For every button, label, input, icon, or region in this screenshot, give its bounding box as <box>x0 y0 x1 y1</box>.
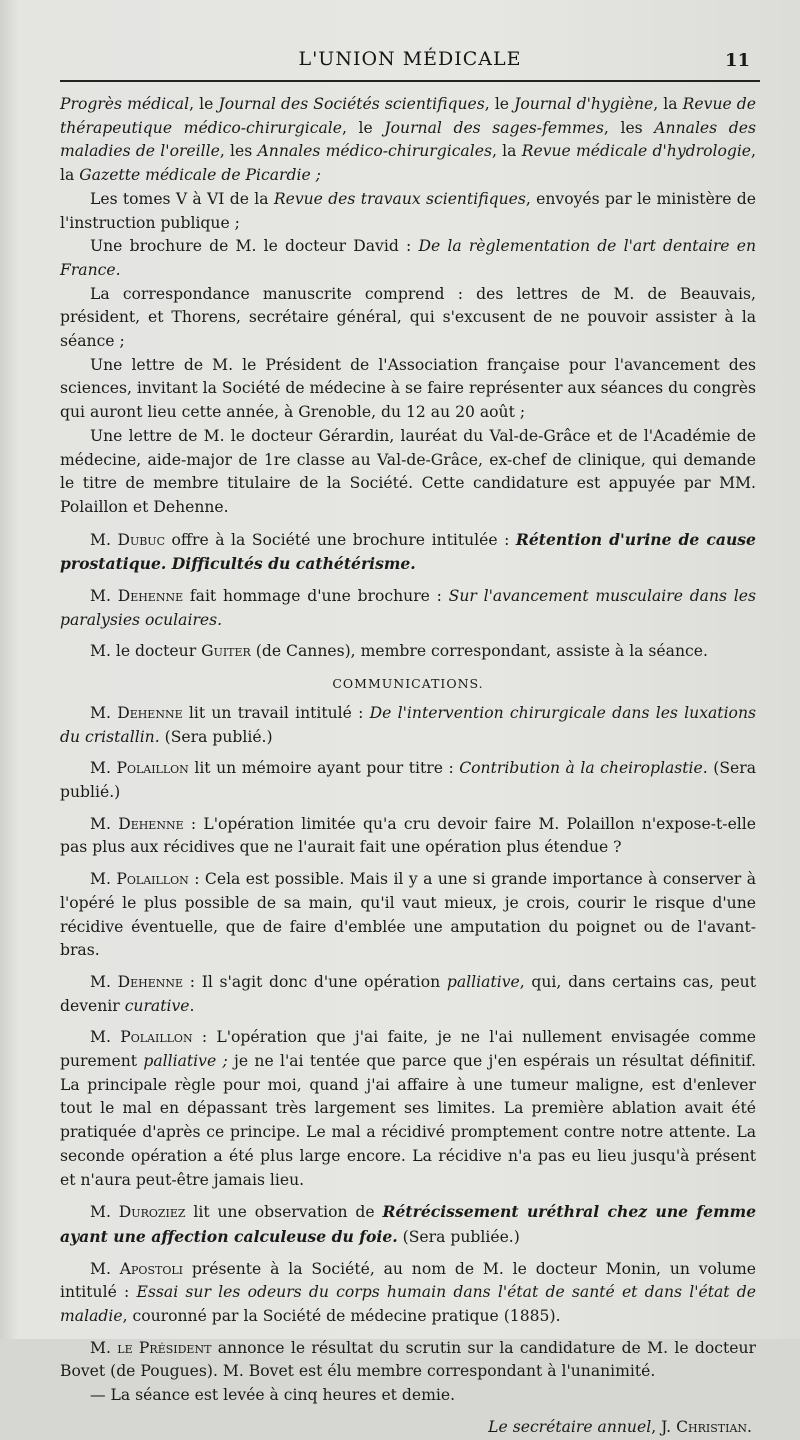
signature <box>60 1416 756 1440</box>
text-run: M. <box>90 870 117 889</box>
paragraph <box>60 425 756 520</box>
paragraph <box>60 640 756 664</box>
italic-text: Revue médicale d'hydrologie <box>521 142 752 161</box>
text-run: M. <box>90 1203 119 1222</box>
person-name: Dehenne <box>118 814 184 833</box>
text-run: , les <box>219 142 258 161</box>
paragraph <box>60 283 756 354</box>
italic-text: curative <box>124 996 190 1015</box>
italic-text: Journal d'hygiène <box>514 95 654 113</box>
page-header <box>60 44 760 80</box>
text-run: . <box>189 996 195 1015</box>
paragraph <box>60 354 756 425</box>
text-run: (Sera publiée.) <box>397 1227 520 1246</box>
person-name: Dubuc <box>117 530 165 549</box>
text-run: , couronné par la Société de médecine pratique (1885). <box>122 1307 561 1326</box>
italic-text: Journal des sages-femmes <box>384 118 604 137</box>
paragraph <box>60 813 756 860</box>
text-run: présente à la Société, au nom de M. le docteur Monin, un volume intitulé : <box>60 1259 756 1302</box>
italic-text: palliative <box>446 972 520 991</box>
italic-text: Gazette médicale de Picardie ; <box>79 166 321 185</box>
text-run: COMMUNICATIONS. <box>332 676 484 692</box>
title-text: Rétrécissement uréthral chez une femme ayant une affection calculeuse du foie. <box>60 1202 756 1246</box>
text-run: (Sera publié.) <box>60 759 756 801</box>
text-run: Une lettre de M. le docteur Gérardin, lauréat du Val-de-Grâce et de l'Académie de médecine, aide-major de 1re classe au Val-de-Grâce, ex-chef de clinique, qui demande le titre de membre titulaire de la Société. Cette candidature est appuyée par MM. Polaillon et Dehenne. <box>60 426 756 516</box>
text-run: , la <box>60 142 756 185</box>
text-run: offre à la Société une brochure intitulée : <box>165 530 516 549</box>
paragraph <box>60 757 756 804</box>
person-name: Guiter <box>201 642 251 661</box>
person-name: Christian <box>676 1417 748 1436</box>
text-run: , les <box>603 118 655 137</box>
running-title: L'UNION MÉDICALE <box>298 48 522 70</box>
paragraph <box>60 188 756 235</box>
person-name: Polaillon <box>116 759 189 778</box>
paragraph <box>60 1200 756 1249</box>
italic-text: palliative ; <box>143 1052 228 1071</box>
text-run: M. <box>90 814 119 833</box>
text-run: , qui, dans certains cas, peut devenir <box>60 972 756 1015</box>
text-run: M. <box>90 1338 118 1357</box>
paragraph <box>60 1337 756 1384</box>
text-run: annonce le résultat du scrutin sur la candidature de M. le docteur Bovet (de Pougues). M. Bovet est élu membre correspondant à l'unanimité. <box>60 1338 757 1381</box>
text-run: je ne l'ai tentée que parce que j'en espérais un résultat définitif. La principale règle pour moi, quand j'ai affaire à une tumeur maligne, est d'enlever tout le mal en dépassant très largement ses limites. La première ablation avait été pratiquée d'après ce principe. Le mal a récidivé promptement contre notre attente. La seconde opération a été plus large encore. La récidive n'a pas eu lieu jusqu'à présent et n'aura peut-être jamais lieu. <box>60 1052 756 1189</box>
italic-text: Sur l'avancement musculaire dans les paralysies oculaires. <box>60 587 756 629</box>
text-run: M. <box>90 530 118 549</box>
header-rule <box>60 80 760 82</box>
title-text: Rétention d'urine de cause prostatique. Difficultés du cathétérisme. <box>60 529 756 574</box>
text-run: M. <box>90 703 118 722</box>
text-run: : Il s'agit donc d'une opération <box>183 972 447 991</box>
italic-text: Revue des travaux scientifiques <box>273 189 526 208</box>
text-run: : L'opération limitée qu'a cru devoir faire M. Polaillon n'expose-t-elle pas plus aux récidives que ne l'aurait fait une opération plus étendue ? <box>60 814 757 857</box>
person-name: le Président <box>117 1338 212 1357</box>
page-number: 11 <box>724 50 750 71</box>
text-run: : L'opération que j'ai faite, je ne l'ai nullement envisagée comme purement <box>60 1028 757 1071</box>
paragraph <box>60 585 756 632</box>
text-run: . <box>747 1417 752 1436</box>
text-run: M. <box>90 759 117 778</box>
person-name: Dehenne <box>117 587 184 606</box>
paragraph <box>60 868 756 963</box>
italic-text: Essai sur les odeurs du corps humain dans l'état de santé et dans l'état de maladie <box>60 1283 756 1326</box>
paragraph <box>60 971 756 1018</box>
text-run: Une lettre de M. le Président de l'Association française pour l'avancement des sciences, invitant la Société de médecine à se faire représenter aux séances du congrès qui auront lieu cette année, à Grenoble, du 12 au 20 août ; <box>60 355 756 422</box>
text-run: , la <box>653 95 683 113</box>
text-run: : Cela est possible. Mais il y a une si grande importance à conserver à l'opéré le plus possible de sa main, qu'il vaut mieux, je crois, courir le risque d'une récidive éventuelle, que de faire d'emblée une amputation du poignet ou de l'avant-bras. <box>60 870 756 960</box>
italic-text: Annales médico-chirurgicales <box>257 142 492 161</box>
section-heading <box>60 672 756 696</box>
person-name: Duroziez <box>118 1203 186 1222</box>
text-run: , J. <box>651 1417 677 1436</box>
text-run: Les tomes V à VI de la <box>90 189 274 208</box>
paragraph <box>60 528 756 577</box>
person-name: Apostoli <box>119 1259 183 1278</box>
text-run: Une brochure de M. le docteur David : <box>90 237 419 256</box>
text-run: , envoyés par le ministère de l'instruction publique ; <box>60 189 756 232</box>
person-name: Dehenne <box>117 703 183 722</box>
paragraph <box>60 1026 756 1192</box>
text-run: (de Cannes), membre correspondant, assiste à la séance. <box>250 642 708 661</box>
paragraph <box>60 1384 756 1408</box>
text-run: , le <box>484 95 515 113</box>
text-run: lit une observation de <box>185 1203 383 1222</box>
text-run: lit un mémoire ayant pour titre : <box>188 759 460 778</box>
italic-text: Revue de thérapeutique médico-chirurgicale <box>60 95 757 137</box>
text-run: , le <box>341 118 385 137</box>
person-name: Polaillon <box>116 870 189 889</box>
text-run: lit un travail intitulé : <box>182 703 370 722</box>
person-name: Dehenne <box>117 972 184 991</box>
italic-text: Annales des maladies de l'oreille <box>60 118 756 161</box>
italic-text: Contribution à la cheiroplastie. <box>459 759 708 778</box>
paragraph <box>60 235 756 282</box>
paragraph <box>60 1258 756 1329</box>
italic-text: Progrès médical <box>60 95 190 113</box>
italic-text: Le secrétaire annuel <box>488 1417 652 1436</box>
text-run: M. le docteur <box>90 642 202 661</box>
text-run: — La séance est levée à cinq heures et demie. <box>90 1386 456 1405</box>
text-run: M. <box>90 972 118 991</box>
text-run: M. <box>90 1028 121 1047</box>
text-run: M. <box>90 587 118 606</box>
text-run: (Sera publié.) <box>159 727 273 746</box>
person-name: Polaillon <box>120 1028 193 1047</box>
text-run: M. <box>90 1259 120 1278</box>
paragraph <box>60 93 756 188</box>
italic-text: Journal des Sociétés scientifiques <box>218 95 485 113</box>
paragraph <box>60 702 756 749</box>
italic-text: De la règlementation de l'art dentaire en France. <box>60 237 756 279</box>
text-run: , le <box>189 95 219 113</box>
text-run: , la <box>491 142 522 161</box>
italic-text: De l'intervention chirurgicale dans les luxations du cristallin. <box>60 703 756 746</box>
text-run: La correspondance manuscrite comprend : des lettres de M. de Beauvais, président, et Thorens, secrétaire général, qui s'excusent de ne pouvoir assister à la séance ; <box>60 284 756 351</box>
document-body <box>60 93 756 1440</box>
text-run: fait hommage d'une brochure : <box>183 587 449 606</box>
